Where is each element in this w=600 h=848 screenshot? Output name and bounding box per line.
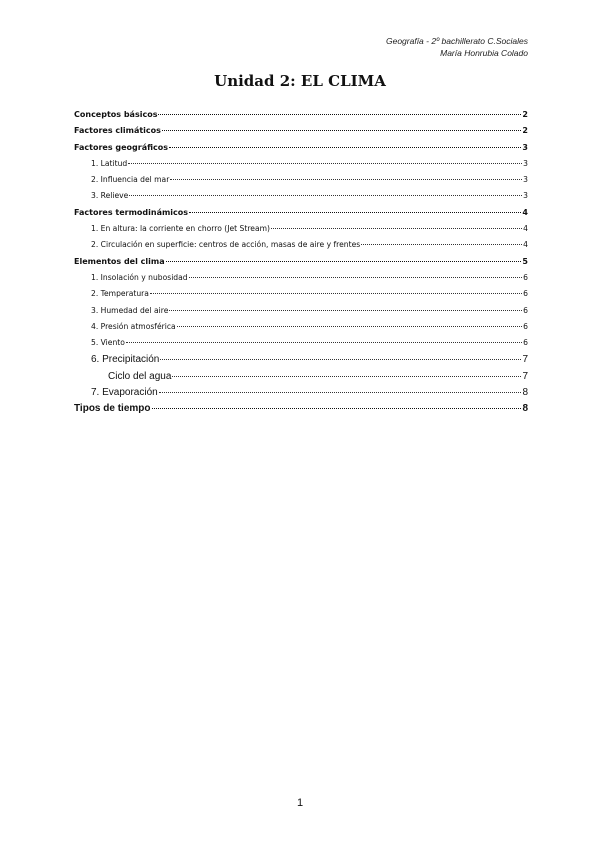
toc-entry-label: 5. Viento [91,338,125,348]
toc-entry-page: 6 [523,305,528,315]
toc-entry-label: Factores climáticos [74,126,161,136]
toc-entry-label: 2. Circulación en superficie: centros de acción, masas de aire y frentes [91,240,361,250]
toc-entry-label: 3. Humedad del aire [91,305,169,315]
toc-entry-page: 7 [522,354,528,366]
toc-entry-temperatura[interactable] [74,289,528,305]
toc-leader-dots [169,310,522,311]
page-header [386,35,528,59]
toc-entry-page: 5 [522,256,528,266]
toc-entry-conceptos-basicos[interactable] [74,110,528,126]
page-number: 1 [296,797,304,809]
toc-leader-dots [169,147,521,148]
toc-entry-page: 2 [522,126,528,136]
toc-entry-page: 4 [523,224,528,234]
toc-leader-dots [189,212,521,213]
document-title: Unidad 2: EL CLIMA [214,72,386,90]
toc-entry-factores-climaticos[interactable] [74,126,528,142]
toc-entry-page: 3 [523,158,528,168]
toc-entry-ciclo-del-agua[interactable] [74,371,528,387]
header-author: María Honrubia Colado [440,48,528,58]
toc-leader-dots [170,179,522,180]
toc-entry-page: 3 [522,142,528,152]
toc-leader-dots [152,408,522,409]
toc-entry-label: 3. Relieve [91,191,129,201]
toc-leader-dots [166,261,522,262]
toc-entry-influencia-del-mar[interactable] [74,175,528,191]
toc-entry-label: Factores geográficos [74,142,169,152]
toc-entry-latitud[interactable] [74,159,528,175]
toc-entry-page: 4 [522,207,528,217]
toc-entry-label: 6. Precipitación [91,354,160,366]
toc-leader-dots [126,342,522,343]
toc-leader-dots [177,326,522,327]
table-of-contents [74,110,528,420]
toc-entry-precipitacion[interactable] [74,354,528,370]
toc-entry-label: Conceptos básicos [74,110,158,119]
toc-entry-factores-geograficos[interactable] [74,143,528,159]
toc-entry-page: 8 [522,403,528,415]
toc-leader-dots [189,277,523,278]
toc-leader-dots [159,392,522,393]
toc-leader-dots [172,376,521,377]
toc-entry-label: Factores termodinámicos [74,207,189,217]
toc-entry-label: Tipos de tiempo [74,403,151,415]
toc-entry-label: 7. Evaporación [91,387,158,399]
toc-entry-page: 3 [523,175,528,185]
toc-leader-dots [162,130,522,131]
toc-entry-viento[interactable] [74,338,528,354]
toc-entry-elementos-del-clima[interactable] [74,257,528,273]
toc-leader-dots [160,359,521,360]
toc-entry-label: 4. Presión atmosférica [91,321,176,331]
toc-entry-presion-atmosferica[interactable] [74,322,528,338]
toc-entry-label: 1. Insolación y nubosidad [91,272,188,282]
toc-entry-evaporacion[interactable] [74,387,528,403]
toc-entry-label: 1. En altura: la corriente en chorro (Jet Stream) [91,224,270,234]
toc-entry-label: 2. Influencia del mar [91,175,170,185]
toc-entry-label: Ciclo del agua [108,370,172,382]
toc-entry-relieve[interactable] [74,191,528,207]
toc-leader-dots [158,114,521,115]
toc-entry-label: 2. Temperatura [91,289,149,299]
toc-entry-page: 6 [523,289,528,299]
toc-entry-label: Elementos del clima [74,256,165,266]
toc-entry-label: 1. Latitud [91,158,128,168]
toc-leader-dots [361,244,522,245]
toc-entry-page: 6 [523,321,528,331]
header-course: Geografía - 2º bachillerato C.Sociales [385,36,528,46]
toc-entry-page: 6 [523,272,528,282]
toc-leader-dots [271,228,522,229]
toc-entry-page: 8 [522,387,528,399]
toc-entry-humedad-del-aire[interactable] [74,306,528,322]
toc-leader-dots [150,293,522,294]
toc-entry-jet-stream[interactable] [74,224,528,240]
toc-entry-tipos-de-tiempo[interactable] [74,403,528,419]
toc-entry-page: 3 [523,191,528,201]
toc-entry-page: 6 [523,338,528,348]
toc-entry-circulacion-superficie[interactable] [74,240,528,256]
toc-entry-page: 2 [522,110,528,119]
toc-leader-dots [129,195,522,196]
toc-entry-factores-termodinamicos[interactable] [74,208,528,224]
toc-entry-page: 4 [523,240,528,250]
toc-leader-dots [128,163,522,164]
toc-entry-insolacion-nubosidad[interactable] [74,273,528,289]
toc-entry-page: 7 [522,370,528,382]
